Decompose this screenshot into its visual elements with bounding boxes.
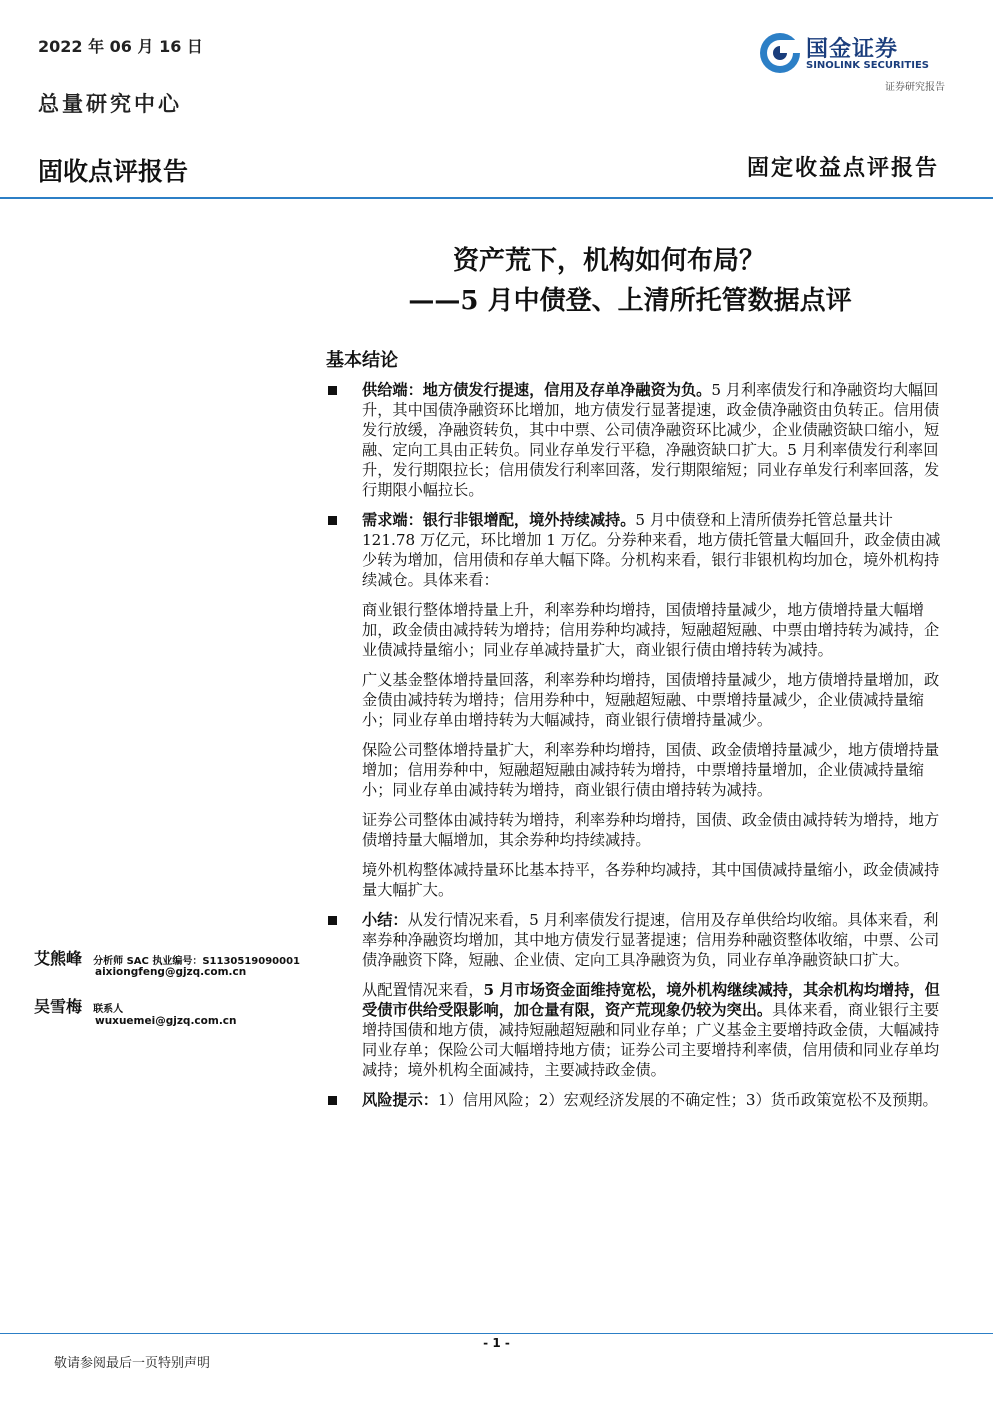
demand-text: 5 月中债登和上清所债券托管总量共计 121.78 万亿元，环比增加 1 万亿。分券种来看，地方债托管量大幅回升，政金债由减少转为增加，信用债和存单大幅下降。分机构来看，银行非银机构均加仓，境外机构持续减仓。具体来看： bbox=[362, 511, 941, 589]
report-subtitle: ——5 月中债登、上清所托管数据点评 bbox=[408, 286, 852, 316]
risk-item bbox=[326, 1090, 946, 1110]
allocation-text: 具体来看，商业银行主要增持国债和地方债，减持短融超短融和同业存单；广义基金主要增持政金债，大幅减持同业存单；保险公司大幅增持地方债；证券公司主要增持利率债，信用债和同业存单均减持；境外机构全面减持，主要减持政金债。 bbox=[362, 1001, 940, 1079]
bullet-icon bbox=[328, 386, 337, 395]
footer-divider bbox=[0, 1333, 993, 1334]
logo-english-name: SINOLINK SECURITIES bbox=[806, 60, 929, 71]
conclusion-heading: 基本结论 bbox=[326, 350, 398, 371]
bullet-icon bbox=[328, 516, 337, 525]
logo-subtitle: 证券研究报告 bbox=[885, 82, 945, 93]
summary-item bbox=[326, 910, 946, 970]
sinolink-logo-icon bbox=[756, 30, 804, 76]
contact-role: 联系人 bbox=[93, 1004, 124, 1015]
demand-lead: 需求端：银行非银增配，境外持续减持。 bbox=[362, 511, 636, 529]
author-name: 艾熊峰 bbox=[34, 949, 83, 968]
disclaimer-note: 敬请参阅最后一页特别声明 bbox=[54, 1356, 211, 1371]
risk-lead: 风险提示： bbox=[362, 1091, 438, 1109]
supply-item bbox=[326, 380, 946, 500]
bullet-icon bbox=[328, 1096, 337, 1105]
report-type-right: 固定收益点评报告 bbox=[746, 155, 939, 181]
research-center: 总量研究中心 bbox=[38, 91, 182, 116]
report-date: 2022 年 06 月 16 日 bbox=[38, 37, 203, 56]
contact-block bbox=[34, 994, 123, 1017]
report-type-left: 固收点评报告 bbox=[38, 157, 189, 186]
summary-lead: 小结： bbox=[362, 911, 408, 929]
risk-text: 1）信用风险；2）宏观经济发展的不确定性；3）货币政策宽松不及预期。 bbox=[437, 1091, 938, 1109]
bank-paragraph: 商业银行整体增持量上升，利率券种均增持，国债增持量减少，地方债增持量大幅增加，政金债由减持转为增持；信用券种均减持，短融超短融、中票由增持转为减持，企业债减持量缩小；同业存单减持量扩大，商业银行债由增持转为减持。 bbox=[362, 601, 940, 659]
summary-text: 从发行情况来看，5 月利率债发行提速，信用及存单供给均收缩。具体来看，利率券种净融资均增加，其中地方债发行显著提速；信用券种融资整体收缩，中票、公司债净融资下降，短融、企业债、定向工具净融资为负，同业存单净融资缺口扩大。 bbox=[362, 911, 940, 969]
logo-chinese-name: 国金证券 bbox=[806, 37, 899, 62]
allocation-prefix: 从配置情况来看， bbox=[362, 981, 484, 999]
securities-paragraph: 证券公司整体由减持转为增持，利率券种均增持，国债、政金债由减持转为增持，地方债增持量大幅增加，其余券种均持续减持。 bbox=[362, 811, 940, 849]
allocation-paragraph bbox=[326, 980, 946, 1080]
foreign-paragraph: 境外机构整体减持量环比基本持平，各券种均减持，其中国债减持量缩小，政金债减持量大幅扩大。 bbox=[362, 861, 940, 899]
header-divider bbox=[0, 197, 993, 199]
author-role: 分析师 SAC 执业编号：S1130519090001 bbox=[93, 956, 301, 967]
bullet-icon bbox=[328, 916, 337, 925]
contact-name: 吴雪梅 bbox=[34, 997, 83, 1016]
author-email: aixiongfeng@gjzq.com.cn bbox=[95, 966, 247, 978]
demand-item bbox=[326, 510, 946, 590]
allocation-bold: 5 月市场资金面维持宽松，境外机构继续减持，其余机构均增持，但受债市供给受限影响，加仓量有限，资产荒现象仍较为突出。 bbox=[362, 981, 940, 1019]
report-title: 资产荒下，机构如何布局？ bbox=[452, 246, 765, 276]
report-body bbox=[326, 380, 946, 1120]
fund-paragraph: 广义基金整体增持量回落，利率券种均增持，国债增持量减少，地方债增持量增加，政金债由减持转为增持；信用券种中，短融超短融、中票增持量减少，企业债减持量缩小；同业存单由增持转为大幅减持，商业银行债增持量减少。 bbox=[362, 671, 940, 729]
contact-email: wuxuemei@gjzq.com.cn bbox=[95, 1015, 237, 1027]
supply-lead: 供给端：地方债发行提速，信用及存单净融资为负。 bbox=[362, 381, 712, 399]
supply-text: 5 月利率债发行和净融资均大幅回升，其中国债净融资环比增加，地方债发行显著提速，政金债净融资由负转正。信用债发行放缓，净融资转负，其中中票、公司债净融资环比减少，企业债融资缺口缩小，短融、定向工具由正转负。同业存单发行平稳，净融资缺口扩大。5 月利率债发行利率回升，发行期限拉长；信用债发行利率回落，发行期限缩短；同业存单发行利率回落，发行期限小幅拉长。 bbox=[362, 381, 940, 499]
insurance-paragraph: 保险公司整体增持量扩大，利率券种均增持，国债、政金债增持量减少，地方债增持量增加；信用券种中，短融超短融由减持转为增持，中票增持量增加，企业债减持量缩小；同业存单由减持转为增持，商业银行债由增持转为减持。 bbox=[362, 741, 940, 799]
page-number: - 1 - bbox=[483, 1336, 510, 1350]
